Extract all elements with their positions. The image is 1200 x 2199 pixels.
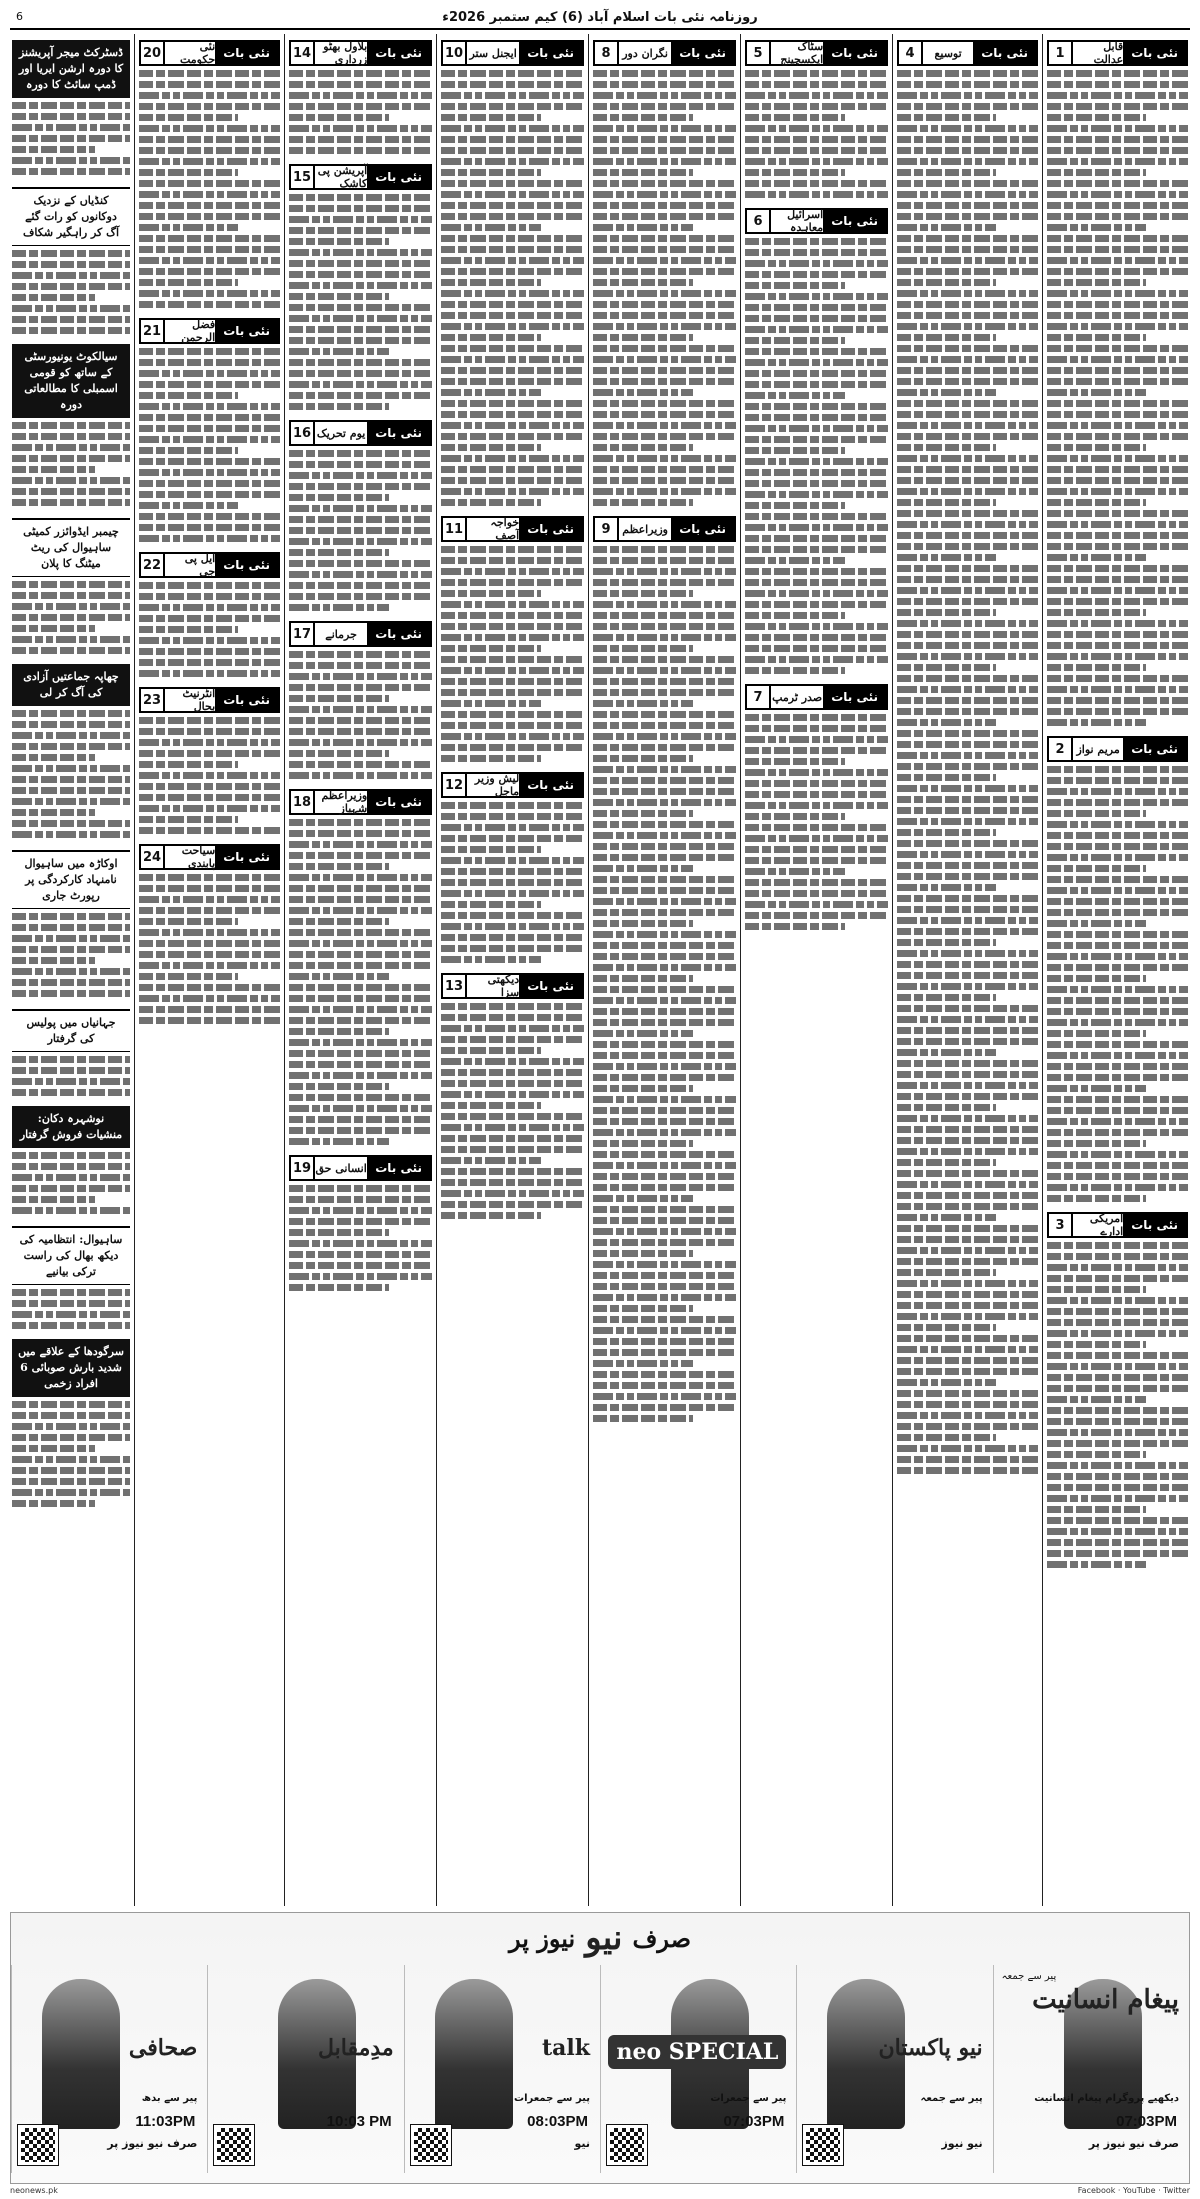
story-header [139, 552, 280, 578]
story-header [897, 40, 1038, 66]
story-header [139, 844, 280, 870]
column-c7 [134, 34, 284, 1906]
story-header [1047, 736, 1188, 762]
story-number: 16 [291, 422, 315, 444]
brand-label: نئی بات [519, 42, 582, 64]
article-text [897, 70, 1038, 1478]
sidebar-headline: چھاپہ جماعتیں آزادی کی آگ کر لی [12, 664, 130, 706]
article-text [12, 710, 130, 842]
footer-social: Facebook · YouTube · Twitter [1077, 2186, 1190, 2195]
story-header [1047, 1212, 1188, 1238]
brand-label: نئی بات [973, 42, 1036, 64]
program-title: مدِمقابل [317, 2035, 394, 2061]
story-number: 2 [1049, 738, 1073, 760]
program-panel-talk [404, 1965, 600, 2173]
story-header [441, 516, 584, 542]
story-title: خواجہ آصف [490, 516, 520, 542]
story-header [441, 772, 584, 798]
brand-label: نئی بات [519, 774, 582, 796]
program-channel: نیو [574, 2137, 591, 2150]
qr-code-icon [803, 2125, 843, 2165]
article-text [1047, 1242, 1188, 1572]
program-tagline: دیکھیے پروگرام پیغام انسانیت [1034, 2093, 1179, 2104]
article-text [745, 714, 888, 934]
host-photo [435, 1979, 513, 2129]
article-text [289, 70, 432, 158]
article-text [12, 581, 130, 658]
article-text [289, 194, 432, 414]
brand-label: نئی بات [215, 42, 278, 64]
story-header [745, 40, 888, 66]
brand-label: نئی بات [367, 422, 430, 444]
sidebar-headline: نوشہرہ دکان: منشیات فروش گرفتار [12, 1106, 130, 1148]
ad-headline [11, 1913, 1189, 1963]
story-number: 10 [443, 42, 467, 64]
program-panel-sahafi [11, 1965, 207, 2173]
story-number: 21 [141, 320, 165, 342]
brand-label: نئی بات [823, 210, 886, 232]
story-header [593, 516, 736, 542]
article-text [12, 1401, 130, 1511]
article-text [139, 874, 280, 1028]
page-number: 6 [16, 10, 23, 23]
story-number: 15 [291, 166, 315, 188]
sidebar-headline: ڈسٹرکٹ میجر آپریشنز کا دورہ ارشن ایریا اور ڈمپ سائٹ کا دورہ [12, 40, 130, 98]
article-text [289, 819, 432, 1149]
column-c5 [436, 34, 588, 1906]
ad-trail-word: نیوز پر [509, 1923, 576, 1953]
article-text [139, 582, 280, 681]
sidebar-headline: چیمبر ایڈوائزر کمیٹی ساہیوال کی ریٹ میٹنگ کا پلان [12, 518, 130, 577]
story-number: 23 [141, 689, 165, 711]
sidebar-headline: اوکاڑہ میں ساہیوال نامنہاد کارکردگی پر رپورٹ جاری [12, 850, 130, 909]
column-c2 [892, 34, 1042, 1906]
ad-lead-word: صرف [632, 1923, 691, 1953]
program-days: پیر سے جمعہ [1001, 1971, 1057, 1982]
brand-label: نئی بات [215, 554, 278, 576]
brand-label: نئی بات [823, 686, 886, 708]
article-text [441, 802, 584, 967]
brand-label: نئی بات [519, 518, 582, 540]
story-header [745, 684, 888, 710]
story-number: 9 [595, 518, 619, 540]
article-text [289, 450, 432, 615]
program-title: پیغام انسانیت [1032, 1985, 1179, 2015]
story-number: 3 [1049, 1214, 1073, 1236]
brand-label: نئی بات [671, 518, 734, 540]
program-channel: صرف نیو نیوز پر [1088, 2137, 1179, 2150]
brand-label: نئی بات [367, 166, 430, 188]
program-title: talk [541, 2035, 591, 2061]
program-tagline: پیر سے جمعہ [920, 2093, 983, 2104]
story-header [289, 420, 432, 446]
qr-code-icon [411, 2125, 451, 2165]
story-title: قابل عدالت [1093, 40, 1124, 66]
program-channel: صرف نیو نیوز پر [107, 2137, 198, 2150]
column-sidebar [8, 34, 134, 1906]
story-title: انسانی حق [315, 1161, 367, 1175]
sidebar-headline: سیالکوٹ یونیورسٹی کے ساتھ کو قومی اسمبلی کا مطالعاتی دورہ [12, 344, 130, 418]
story-title: بلاول بھٹو زرداری [323, 40, 368, 66]
story-number: 8 [595, 42, 619, 64]
story-header [289, 40, 432, 66]
article-text [593, 546, 736, 1426]
brand-label: نئی بات [367, 42, 430, 64]
program-tagline: پیر سے بدھ [141, 2093, 198, 2104]
program-channel: نیو نیوز [941, 2137, 983, 2150]
story-header [139, 40, 280, 66]
story-header [289, 164, 432, 190]
neo-logo: نیو [585, 1918, 623, 1958]
article-text [12, 1289, 130, 1333]
story-number: 13 [443, 975, 467, 997]
program-time: 11:03PM [135, 2113, 196, 2130]
program-title: صحافی [128, 2035, 198, 2061]
masthead-title: روزنامہ نئی بات اسلام آباد (6) کیم ستمبر 2026ء [442, 9, 758, 25]
program-panel-muqabil [207, 1965, 403, 2173]
brand-label: نئی بات [367, 623, 430, 645]
story-title: وزیراعظم [622, 522, 668, 536]
story-header [289, 789, 432, 815]
column-c3 [740, 34, 892, 1906]
story-title: وزیراعظم شہباز [321, 789, 368, 815]
story-title: نگران دور [622, 46, 668, 60]
story-title: امریکی ادارے [1089, 1212, 1124, 1238]
article-text [593, 70, 736, 510]
article-text [441, 70, 584, 510]
story-title: دیکھتی سزا [487, 973, 520, 999]
program-time: 07:03PM [723, 2113, 785, 2130]
news-columns [8, 34, 1192, 1906]
story-header [745, 208, 888, 234]
story-title: سیاحت پابندی [181, 844, 216, 870]
story-number: 22 [141, 554, 165, 576]
article-text [441, 1003, 584, 1223]
article-text [289, 1185, 432, 1295]
article-text [139, 348, 280, 546]
brand-label: نئی بات [215, 320, 278, 342]
story-title: انٹرنیٹ بحال [182, 687, 216, 713]
article-text [12, 913, 130, 1001]
brand-label: نئی بات [1123, 1214, 1186, 1236]
brand-label: نئی بات [367, 791, 430, 813]
program-tagline: پیر سے جمعرات [514, 2093, 591, 2104]
story-title: اسرائیل معاہدہ [787, 208, 824, 234]
story-number: 6 [747, 210, 771, 232]
story-title: فضل الرحمن [181, 318, 216, 344]
story-number: 14 [291, 42, 315, 64]
story-number: 18 [291, 791, 315, 813]
program-panels [11, 1965, 1189, 2173]
brand-label: نئی بات [215, 846, 278, 868]
story-number: 4 [899, 42, 923, 64]
program-panel-neo-special [600, 1965, 796, 2173]
story-header [139, 687, 280, 713]
masthead [10, 6, 1190, 30]
story-number: 12 [443, 774, 467, 796]
story-title: لیش وزیر ماجل [474, 772, 520, 798]
column-c1 [1042, 34, 1192, 1906]
sidebar-headline: سرگودھا کے علاقے میں شدید بارش صوبائی 6 افراد زخمی [12, 1339, 130, 1397]
story-number: 24 [141, 846, 165, 868]
column-c6 [284, 34, 436, 1906]
program-time: 08:03PM [527, 2113, 589, 2130]
brand-label: نئی بات [671, 42, 734, 64]
story-title: آپریشن پی کاشک [317, 164, 368, 190]
program-title: neo SPECIAL [608, 2035, 786, 2069]
story-header [441, 973, 584, 999]
article-text [12, 1152, 130, 1218]
story-header [1047, 40, 1188, 66]
story-header [593, 40, 736, 66]
story-header [441, 40, 584, 66]
brand-label: نئی بات [367, 1157, 430, 1179]
story-number: 20 [141, 42, 165, 64]
story-number: 11 [443, 518, 467, 540]
story-title: صدر ٹرمپ [772, 690, 823, 704]
story-title: جرمانے [325, 627, 357, 641]
story-title: مریم نواز [1076, 742, 1120, 756]
article-text [745, 70, 888, 202]
brand-label: نئی بات [823, 42, 886, 64]
story-title: توسیع [934, 46, 962, 60]
host-photo [42, 1979, 120, 2129]
article-text [12, 102, 130, 179]
story-header [289, 621, 432, 647]
article-text [12, 250, 130, 338]
sidebar-headline: ساہیوال: انتظامیہ کی دیکھ بھال کی راست ترکی بیانیے [12, 1226, 130, 1285]
brand-label: نئی بات [1123, 42, 1186, 64]
program-panel-insaniyat [993, 1965, 1189, 2173]
brand-label: نئی بات [215, 689, 278, 711]
qr-code-icon [607, 2125, 647, 2165]
story-number: 1 [1049, 42, 1073, 64]
qr-code-icon [214, 2125, 254, 2165]
article-text [1047, 766, 1188, 1206]
article-text [745, 238, 888, 678]
story-title: ایل پی جی [184, 552, 216, 578]
program-title: نیو پاکستان [878, 2035, 983, 2061]
article-text [139, 717, 280, 838]
qr-code-icon [18, 2125, 58, 2165]
footer-site: neonews.pk [10, 2186, 58, 2195]
story-number: 5 [747, 42, 771, 64]
article-text [12, 1056, 130, 1100]
program-panel-neo-pakistan [796, 1965, 992, 2173]
column-c4 [588, 34, 740, 1906]
program-tagline: پیر سے جمعرات [710, 2093, 787, 2104]
article-text [12, 422, 130, 510]
story-title: سٹاک ایکسچینج [780, 40, 824, 66]
story-title: یوم تحریک [316, 426, 366, 440]
program-time: 07:03PM [1116, 2113, 1177, 2130]
article-text [441, 546, 584, 766]
article-text [289, 651, 432, 783]
article-text [1047, 70, 1188, 730]
story-header [139, 318, 280, 344]
article-text [139, 70, 280, 312]
story-title: نئی حکومت [179, 40, 216, 66]
page-footer [10, 2186, 1190, 2198]
sidebar-headline: جہانیاں میں پولیس کی گرفتار [12, 1009, 130, 1052]
brand-label: نئی بات [519, 975, 582, 997]
story-number: 17 [291, 623, 315, 645]
brand-label: نئی بات [1123, 738, 1186, 760]
story-title: ایجنل ستر [469, 46, 517, 60]
neo-news-advertisement [10, 1912, 1190, 2184]
story-number: 19 [291, 1157, 315, 1179]
sidebar-headline: کنڈیاں کے نزدیک دوکانوں کو رات گئے آگ کر راہگیر شکاف [12, 187, 130, 246]
story-header [289, 1155, 432, 1181]
story-number: 7 [747, 686, 771, 708]
program-time: 10:03 PM [326, 2113, 392, 2130]
